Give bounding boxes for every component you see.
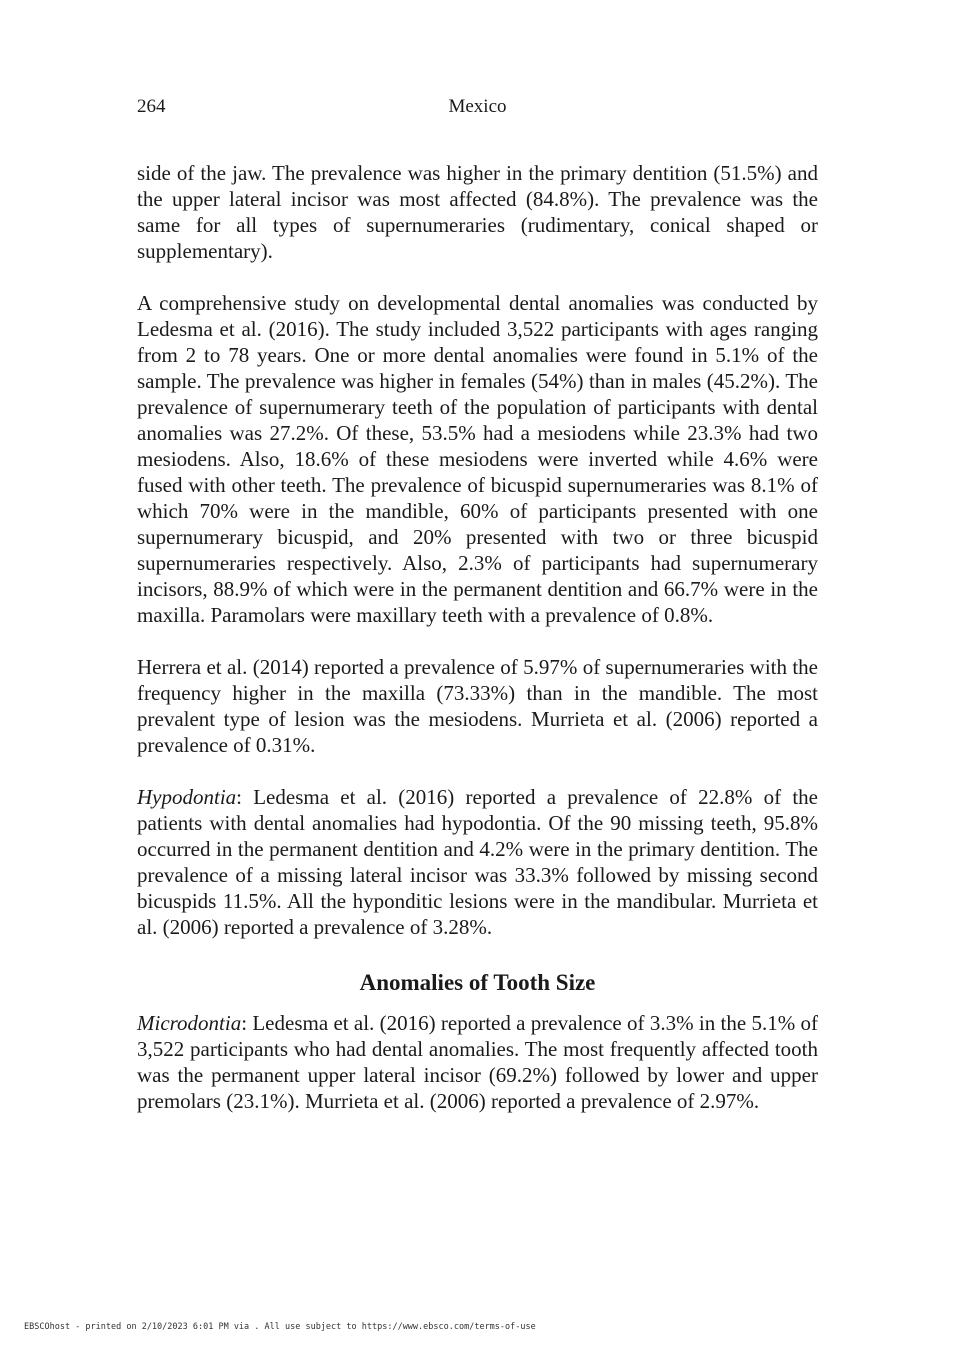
paragraph-microdontia — [137, 1010, 818, 1114]
print-footer: EBSCOhost - printed on 2/10/2023 6:01 PM via . All use subject to https://www.ebsco.com/terms-of-use — [24, 1322, 536, 1332]
paragraph-hypodontia — [137, 784, 818, 940]
microdontia-text: : Ledesma et al. (2016) reported a prevalence of 3.3% in the 5.1% of 3,522 participants who had dental anomalies. The most frequently affected tooth was the permanent upper lateral incisor (69.2%) followed by lower and upper premolars (23.1%). Murrieta et al. (2006) reported a prevalence of 2.97%. — [137, 1011, 818, 1113]
paragraph-supernumerary-continuation: side of the jaw. The prevalence was higher in the primary dentition (51.5%) and the upper lateral incisor was most affected (84.8%). The prevalence was the same for all types of supernumeraries (rudimentary, conical shaped or supplementary). — [137, 161, 818, 263]
hypodontia-term: Hypodontia — [137, 785, 237, 809]
paragraph-herrera-study: Herrera et al. (2014) reported a prevalence of 5.97% of supernumeraries with the frequency higher in the maxilla (73.33%) than in the mandible. The most prevalent type of lesion was the mesiodens. Murrieta et al. (2006) reported a prevalence of 0.31%. — [137, 655, 818, 757]
running-title: Mexico — [448, 96, 507, 117]
page-body — [137, 160, 818, 1140]
paragraph-ledesma-study: A comprehensive study on developmental dental anomalies was conducted by Ledesma et al. (2016). The study included 3,522 participants with ages ranging from 2 to 78 years. One or more dental anomalies were found in 5.1% of the sample. The prevalence was higher in females (54%) than in males (45.2%). The prevalence of supernumerary teeth of the population of participants with dental anomalies was 27.2%. Of these, 53.5% had a mesiodens while 23.3% had two mesiodens. Also, 18.6% of these mesiodens were inverted while 4.6% were fused with other teeth. The prevalence of bicuspid supernumeraries was 8.1% of which 70% were in the mandible, 60% of participants presented with one supernumerary bicuspid, and 20% presented with two or three bicuspid supernumeraries respectively. Also, 2.3% of participants had supernumerary incisors, 88.9% of which were in the permanent dentition and 66.7% were in the maxilla. Paramolars were maxillary teeth with a prevalence of 0.8%. — [137, 291, 818, 627]
microdontia-term: Microdontia — [137, 1011, 242, 1035]
section-heading: Anomalies of Tooth Size — [359, 970, 596, 995]
page-number: 264 — [137, 96, 166, 117]
page-header — [137, 96, 818, 122]
hypodontia-text: : Ledesma et al. (2016) reported a prevalence of 22.8% of the patients with dental anomalies had hypodontia. Of the 90 missing teeth, 95.8% occurred in the permanent dentition and 4.2% were in the primary dentition. The prevalence of a missing lateral incisor was 33.3% followed by missing second bicuspids 11.5%. All the hyponditic lesions were in the mandibular. Murrieta et al. (2006) reported a prevalence of 3.28%. — [137, 785, 818, 939]
